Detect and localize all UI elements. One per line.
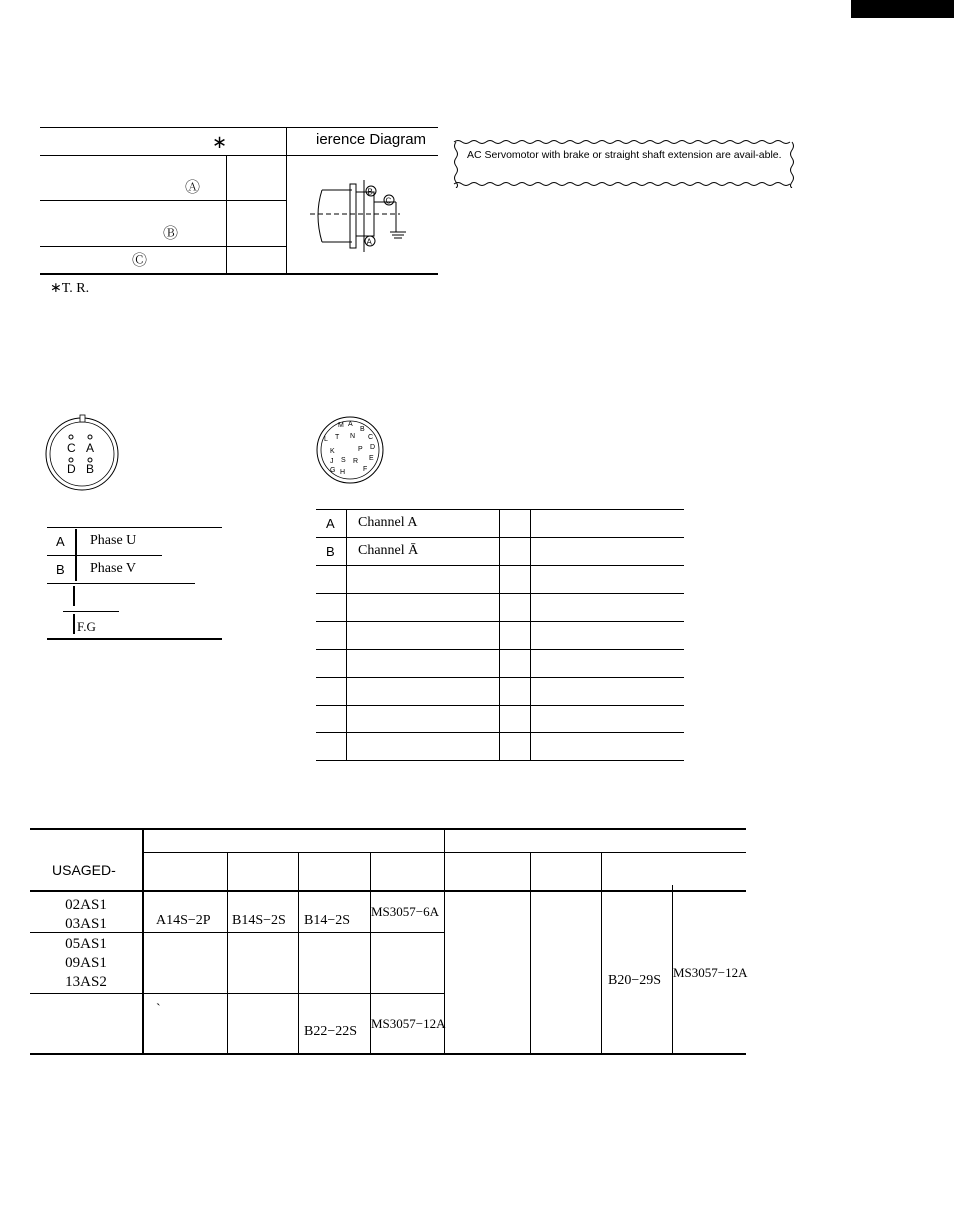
enc-pin-t: T [335, 434, 340, 441]
enc-pin-n: N [350, 433, 356, 440]
motor-pin-a: A [56, 534, 65, 549]
enc-pin-l: L [324, 436, 328, 443]
test-row-mark-c: Ⓒ [132, 253, 148, 269]
enc-pin-a: A [348, 421, 353, 428]
test-footnote: ∗T. R. [50, 281, 90, 296]
enc-signal-channel-a: Channel A [358, 515, 418, 530]
pin-label-b: B [86, 462, 95, 476]
motor-signal-phase-u: Phase U [90, 533, 137, 548]
enc-pin-p: P [358, 446, 363, 453]
right-c7: B20−29S [608, 973, 662, 988]
reference-diagram-header: ierence Diagram [316, 131, 427, 148]
diagram-label-b: B [367, 187, 373, 197]
enc-pin-c: C [368, 434, 374, 441]
enc-table-pin-b: B [326, 544, 335, 559]
enc-pin-d: D [370, 444, 376, 451]
enc-pin-b: B [360, 426, 365, 433]
diagram-label-a: A [366, 237, 372, 247]
g3-c4: MS3057−12A [371, 1016, 446, 1031]
group2-models: 05AS1 09AS1 13AS2 [65, 936, 107, 990]
motor-pin-b: B [56, 562, 65, 577]
enc-signal-channel-a-bar: Channel Ā [358, 543, 419, 558]
pin-label-d: D [67, 462, 76, 476]
diagram-label-c: C [385, 196, 392, 206]
motor-signal-fg: F.G [77, 619, 96, 634]
right-c8: MS3057−12A [673, 965, 748, 980]
test-row-mark-b: Ⓑ [163, 226, 179, 242]
enc-pin-k: K [330, 448, 335, 455]
enc-pin-e: E [369, 455, 374, 462]
g3-c1: ˴ [156, 996, 161, 1011]
motor-signal-phase-v: Phase V [90, 561, 137, 576]
enc-table-pin-a: A [326, 516, 335, 531]
test-row-mark-a: Ⓐ [185, 180, 201, 196]
g1-c1: A14S−2P [156, 913, 211, 928]
g3-c3: B22−22S [304, 1024, 358, 1039]
enc-pin-r: R [353, 458, 359, 465]
model-header: USAGED- [52, 862, 116, 878]
g1-c3: B14−2S [304, 913, 351, 928]
enc-pin-h: H [340, 469, 346, 476]
note-text: AC Servomotor with brake or straight shaft extension are avail-able. [467, 149, 782, 161]
enc-pin-f: F [363, 466, 368, 473]
pin-label-a: A [86, 441, 95, 455]
enc-pin-m: M [338, 422, 344, 429]
enc-pin-g: G [330, 467, 336, 474]
enc-pin-s: S [341, 457, 346, 464]
group1-models: 02AS1 03AS1 [65, 897, 107, 932]
pin-label-c: C [67, 441, 76, 455]
enc-pin-j: J [330, 458, 334, 465]
star-header: ∗ [212, 132, 228, 152]
g1-c2: B14S−2S [232, 913, 286, 928]
g1-c4: MS3057−6A [371, 904, 440, 919]
